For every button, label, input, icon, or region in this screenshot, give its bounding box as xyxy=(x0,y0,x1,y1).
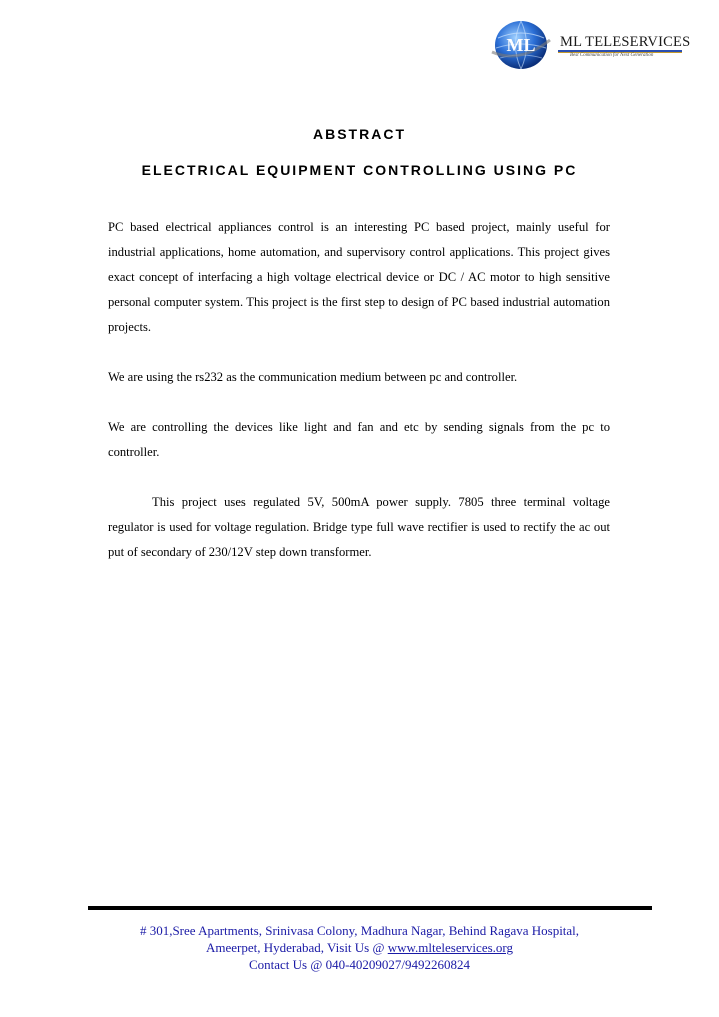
logo-monogram: ML xyxy=(506,35,536,55)
globe-logo-icon xyxy=(490,18,552,72)
paragraph-controlling: We are controlling the devices like light and fan and etc by sending signals from the pc to controller. xyxy=(108,420,610,459)
paragraph-communication: We are using the rs232 as the communication medium between pc and controller. xyxy=(108,370,518,384)
company-tagline: Best Communication for Next Generation xyxy=(570,53,654,58)
company-logo xyxy=(490,18,690,74)
project-title: ELECTRICAL EQUIPMENT CONTROLLING USING PC xyxy=(141,162,578,178)
footer-contact: Contact Us @ 040-40209027/9492260824 xyxy=(248,957,471,972)
abstract-heading: ABSTRACT xyxy=(313,126,406,142)
footer-address: # 301,Sree Apartments, Srinivasa Colony, Madhura Nagar, Behind Ragava Hospital, xyxy=(139,923,580,938)
footer-visit-line xyxy=(0,939,719,956)
website-link[interactable]: www.mlteleservices.org xyxy=(387,940,513,955)
abstract-body xyxy=(108,215,610,590)
footer xyxy=(0,922,719,973)
company-name: ML TELESERVICES xyxy=(560,34,691,50)
footer-visit-prefix: Ameerpet, Hyderabad, Visit Us @ xyxy=(206,940,388,955)
paragraph-intro: PC based electrical appliances control is an interesting PC based project, mainly useful for industrial applications, home automation, and supervisory control applications. This project gives exact concept of interfacing a high voltage electrical device or DC / AC motor to high sensitive personal computer system. This project is the first step to design of PC based industrial automation projects. xyxy=(108,220,610,334)
footer-divider xyxy=(88,906,652,910)
paragraph-power-supply: This project uses regulated 5V, 500mA power supply. 7805 three terminal voltage regulator is used for voltage regulation. Bridge type full wave rectifier is used to rectify the ac out put of secondary of 230/12V step down transformer. xyxy=(108,495,610,559)
